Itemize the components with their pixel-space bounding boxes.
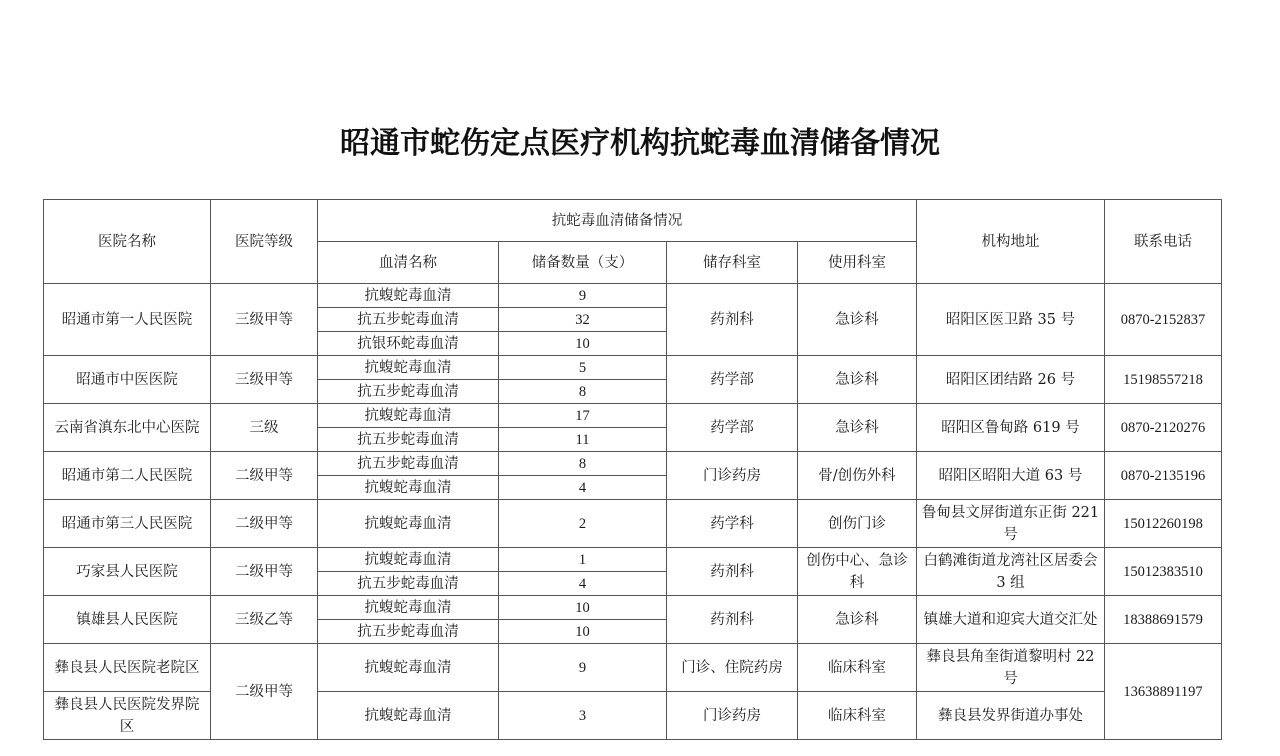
serum-reserve-table [43,199,1222,740]
quantity-cell: 32 [499,308,667,332]
use-dept-cell: 急诊科 [798,356,917,404]
hospital-name-cell: 昭通市第一人民医院 [44,284,211,356]
address-cell: 昭阳区鲁甸路 619 号 [917,404,1105,452]
serum-name-cell: 抗蝮蛇毒血清 [318,596,499,620]
phone-cell: 15012383510 [1105,548,1222,596]
hospital-name-cell: 昭通市第三人民医院 [44,500,211,548]
use-dept-cell: 急诊科 [798,404,917,452]
table-row [44,284,1222,308]
use-dept-cell: 急诊科 [798,596,917,644]
header-serum-name: 血清名称 [318,242,499,284]
use-dept-cell: 急诊科 [798,284,917,356]
quantity-cell: 9 [499,644,667,692]
use-dept-cell: 创伤中心、急诊科 [798,548,917,596]
phone-cell: 0870-2152837 [1105,284,1222,356]
quantity-cell: 8 [499,380,667,404]
address-cell: 昭阳区医卫路 35 号 [917,284,1105,356]
quantity-cell: 10 [499,596,667,620]
storage-dept-cell: 药剂科 [667,596,798,644]
quantity-cell: 4 [499,572,667,596]
storage-dept-cell: 药学部 [667,356,798,404]
quantity-cell: 11 [499,428,667,452]
header-phone: 联系电话 [1105,200,1222,284]
quantity-cell: 2 [499,500,667,548]
quantity-cell: 5 [499,356,667,380]
storage-dept-cell: 药学部 [667,404,798,452]
table-row [44,452,1222,476]
hospital-level-cell: 二级甲等 [211,548,318,596]
table-row [44,596,1222,620]
quantity-cell: 8 [499,452,667,476]
serum-name-cell: 抗五步蛇毒血清 [318,380,499,404]
hospital-level-cell: 三级 [211,404,318,452]
hospital-name-cell: 云南省滇东北中心医院 [44,404,211,452]
quantity-cell: 10 [499,620,667,644]
hospital-level-cell: 二级甲等 [211,500,318,548]
phone-cell: 15012260198 [1105,500,1222,548]
phone-cell: 13638891197 [1105,644,1222,740]
document-title: 昭通市蛇伤定点医疗机构抗蛇毒血清储备情况 [340,126,940,161]
hospital-level-cell: 二级甲等 [211,644,318,740]
use-dept-cell: 临床科室 [798,692,917,740]
header-use-dept: 使用科室 [798,242,917,284]
quantity-cell: 9 [499,284,667,308]
serum-name-cell: 抗五步蛇毒血清 [318,452,499,476]
hospital-level-cell: 三级甲等 [211,356,318,404]
use-dept-cell: 临床科室 [798,644,917,692]
header-quantity: 储备数量（支） [499,242,667,284]
use-dept-cell: 骨/创伤外科 [798,452,917,500]
header-address: 机构地址 [917,200,1105,284]
address-cell: 彝良县发界街道办事处 [917,692,1105,740]
serum-name-cell: 抗蝮蛇毒血清 [318,500,499,548]
hospital-name-cell: 彝良县人民医院发界院区 [44,692,211,740]
address-cell: 白鹤滩街道龙湾社区居委会 3 组 [917,548,1105,596]
serum-name-cell: 抗蝮蛇毒血清 [318,356,499,380]
hospital-level-cell: 三级乙等 [211,596,318,644]
serum-name-cell: 抗蝮蛇毒血清 [318,404,499,428]
serum-name-cell: 抗银环蛇毒血清 [318,332,499,356]
table-row [44,548,1222,572]
hospital-name-cell: 昭通市中医医院 [44,356,211,404]
serum-name-cell: 抗蝮蛇毒血清 [318,476,499,500]
header-storage-dept: 储存科室 [667,242,798,284]
serum-name-cell: 抗蝮蛇毒血清 [318,644,499,692]
header-hospital-level: 医院等级 [211,200,318,284]
address-cell: 昭阳区昭阳大道 63 号 [917,452,1105,500]
serum-name-cell: 抗五步蛇毒血清 [318,620,499,644]
header-hospital-name: 医院名称 [44,200,211,284]
table-row [44,500,1222,548]
hospital-level-cell: 二级甲等 [211,452,318,500]
storage-dept-cell: 门诊药房 [667,692,798,740]
use-dept-cell: 创伤门诊 [798,500,917,548]
quantity-cell: 1 [499,548,667,572]
address-cell: 昭阳区团结路 26 号 [917,356,1105,404]
table-row [44,356,1222,380]
serum-name-cell: 抗蝮蛇毒血清 [318,284,499,308]
quantity-cell: 3 [499,692,667,740]
storage-dept-cell: 药剂科 [667,284,798,356]
quantity-cell: 4 [499,476,667,500]
hospital-name-cell: 镇雄县人民医院 [44,596,211,644]
serum-name-cell: 抗五步蛇毒血清 [318,428,499,452]
serum-name-cell: 抗蝮蛇毒血清 [318,548,499,572]
address-cell: 鲁甸县文屏街道东正街 221 号 [917,500,1105,548]
quantity-cell: 10 [499,332,667,356]
phone-cell: 18388691579 [1105,596,1222,644]
serum-name-cell: 抗五步蛇毒血清 [318,308,499,332]
phone-cell: 0870-2120276 [1105,404,1222,452]
table-row [44,644,1222,692]
quantity-cell: 17 [499,404,667,428]
hospital-name-cell: 巧家县人民医院 [44,548,211,596]
serum-name-cell: 抗蝮蛇毒血清 [318,692,499,740]
phone-cell: 15198557218 [1105,356,1222,404]
hospital-name-cell: 彝良县人民医院老院区 [44,644,211,692]
hospital-level-cell: 三级甲等 [211,284,318,356]
hospital-name-cell: 昭通市第二人民医院 [44,452,211,500]
storage-dept-cell: 药剂科 [667,548,798,596]
table-row [44,404,1222,428]
address-cell: 镇雄大道和迎宾大道交汇处 [917,596,1105,644]
serum-name-cell: 抗五步蛇毒血清 [318,572,499,596]
address-cell: 彝良县角奎街道黎明村 22 号 [917,644,1105,692]
storage-dept-cell: 门诊、住院药房 [667,644,798,692]
phone-cell: 0870-2135196 [1105,452,1222,500]
storage-dept-cell: 药学科 [667,500,798,548]
header-reserve-group: 抗蛇毒血清储备情况 [318,200,917,242]
storage-dept-cell: 门诊药房 [667,452,798,500]
